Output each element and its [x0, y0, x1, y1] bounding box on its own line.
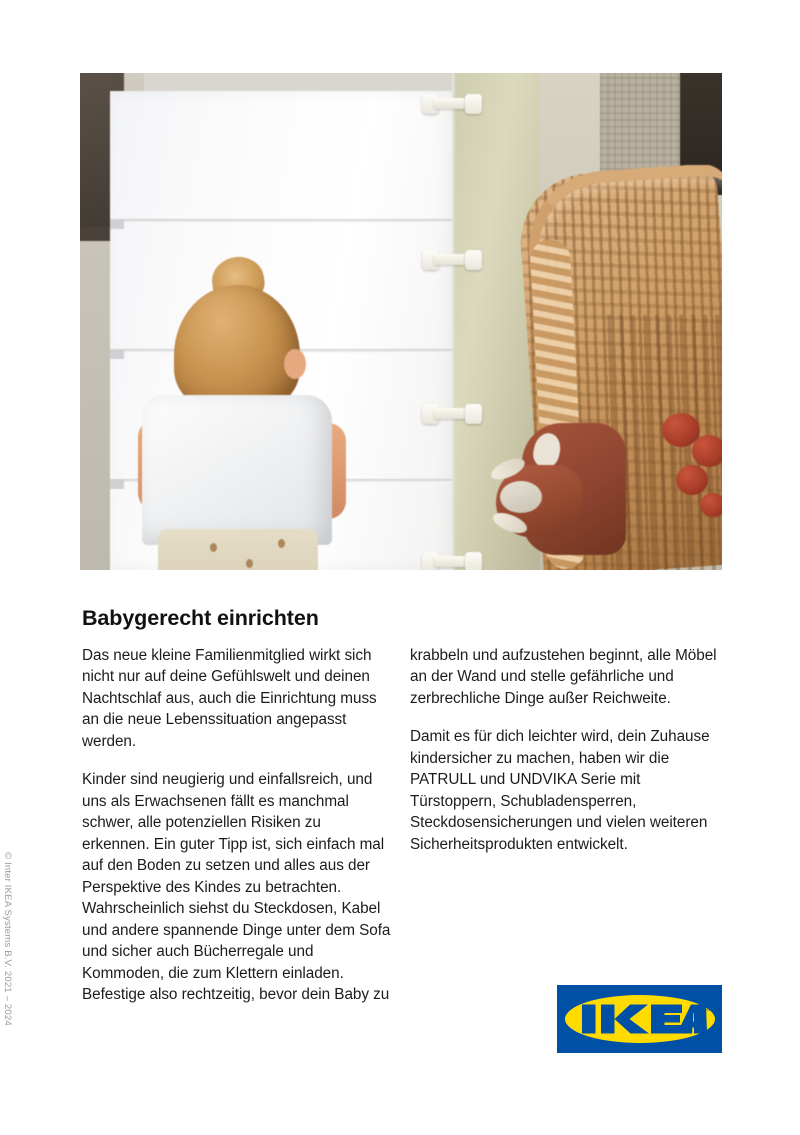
drawer-edge	[110, 479, 124, 489]
drawer-safety-latch	[422, 403, 482, 425]
apple	[700, 493, 722, 517]
drawer-safety-latch	[422, 249, 482, 271]
plush-toy	[490, 403, 630, 569]
pants-spot	[278, 539, 285, 548]
text-column-left	[82, 645, 392, 1006]
paragraph: Das neue kleine Familienmitglied wirkt sich nicht nur auf deine Gefühlswelt und deinen Nachtschlaf aus, auch die Einrichtung muss an die neue Lebenssituation angepasst werden.	[82, 646, 377, 750]
paragraph: Kinder sind neugierig und einfallsreich, und uns als Erwachsenen fällt es manchmal schwer, alle potenziellen Risiken zu erkennen. Ein guter Tipp ist, sich einfach mal auf den Boden zu setzen und alles aus der Perspektive des Kindes zu betrachten. Wahrscheinlich siehst du Steckdosen, Kabel und andere spannende Dinge unter dem Sofa und sicher auch Bücherregale und Kommoden, die zum Klettern einladen. Befestige also rechtzeitig, bevor dein Baby zu	[82, 771, 391, 1004]
ikea-logo	[557, 985, 722, 1053]
ikea-logo-artwork	[561, 988, 719, 1050]
toddler-shirt	[142, 395, 332, 545]
toddler-hair	[174, 285, 300, 413]
copyright-notice: © Inter IKEA Systems B.V. 2021 – 2024	[2, 852, 13, 1026]
hero-photo	[80, 73, 722, 570]
hero-photo-scene	[80, 73, 722, 570]
latch-pad	[465, 94, 482, 114]
toddler-ear	[284, 349, 306, 379]
toddler-pants	[158, 529, 318, 570]
article-content	[82, 606, 722, 1004]
latch-pad	[465, 250, 482, 270]
latch-pad	[465, 552, 482, 570]
paragraph: krabbeln und aufzustehen beginnt, alle Möbel an der Wand und stelle gefährliche und zerbrechliche Dinge außer Reichweite.	[410, 646, 717, 707]
drawer-safety-latch	[422, 93, 482, 115]
page-title: Babygerecht einrichten	[82, 606, 319, 630]
registered-trademark-symbol: ®	[705, 1004, 711, 1013]
drawer-safety-latch	[422, 551, 482, 570]
drawer-edge	[110, 349, 124, 359]
paragraph: Damit es für dich leichter wird, dein Zuhause kindersicher zu machen, haben wir die PATRULL und UNDVIKA Serie mit Türstoppern, Schubladensperren, Steckdosensicherungen und vielen weiteren Sicherheitsprodukten entwickelt.	[410, 728, 710, 853]
plush-snout	[500, 481, 542, 513]
toddler	[138, 223, 368, 570]
pants-spot	[246, 559, 253, 568]
text-column-right	[410, 645, 720, 855]
pants-spot	[210, 543, 217, 552]
apple	[676, 465, 708, 495]
drawer-edge	[110, 219, 124, 229]
apple	[692, 435, 722, 467]
latch-pad	[465, 404, 482, 424]
